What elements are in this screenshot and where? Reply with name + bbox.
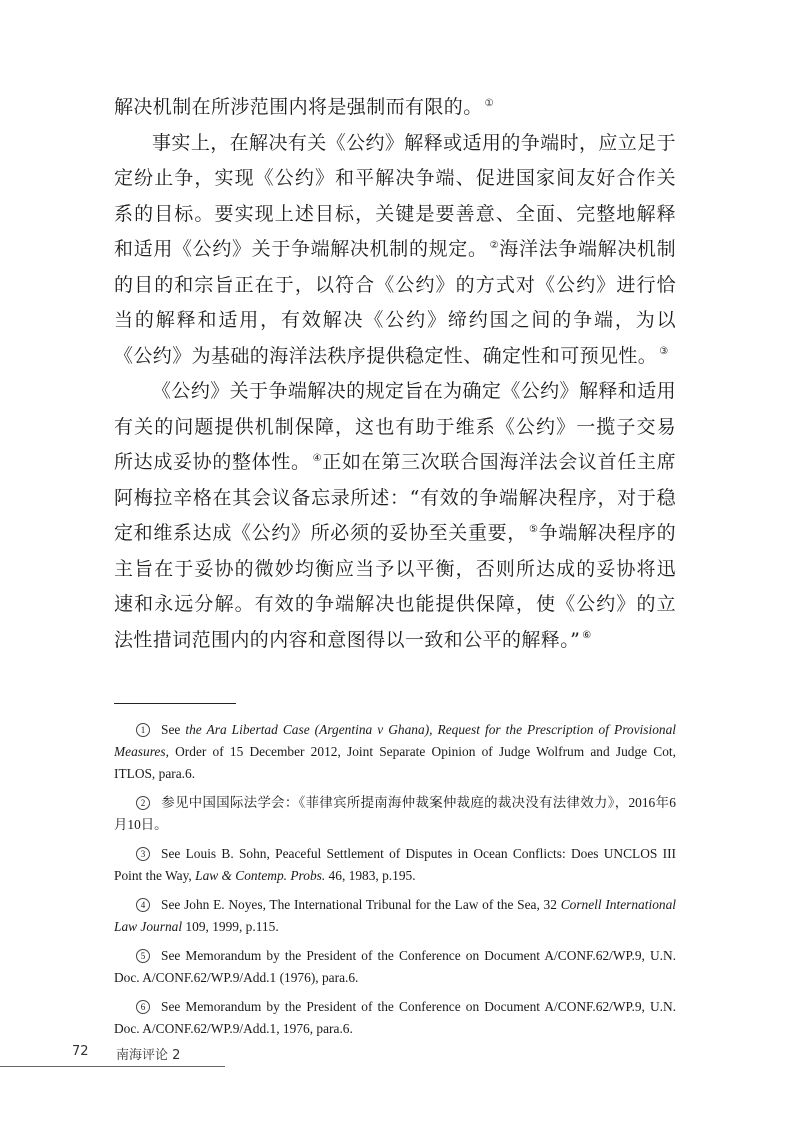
footnote-text: See bbox=[161, 722, 186, 737]
footnote-ref[interactable]: ③ bbox=[659, 346, 669, 358]
footnote-text: See John E. Noyes, The International Tribunal for the Law of the Sea, 32 bbox=[161, 897, 561, 912]
body-text bbox=[114, 90, 676, 658]
footnotes bbox=[114, 719, 676, 1047]
footnote-title: Law & Contemp. Probs. bbox=[195, 868, 326, 883]
paragraph-text: 《公约》关于争端解决的规定旨在为确定《公约》解释和适用有关的问题提供机制保障，这也有助于维系《公约》一揽子交易所达成妥协的整体性。 bbox=[114, 380, 676, 473]
footnote-ref[interactable]: ② bbox=[489, 239, 500, 251]
paragraph-text: 海洋法争端解决机制的目的和宗旨正在于，以符合《公约》的方式对《公约》进行恰当的解释和适用，有效解决《公约》缔约国之间的争端，为以《公约》为基础的海洋法秩序提供稳定性、确定性和可预见性。 bbox=[114, 238, 676, 367]
footnote bbox=[114, 996, 676, 1040]
paragraph bbox=[114, 374, 676, 658]
paragraph-text: 事实上，在解决有关《公约》解释或适用的争端时，应立足于定纷止争，实现《公约》和平解决争端、促进国家间友好合作关系的目标。要实现上述目标，关键是要善意、全面、完整地解释和适用《公约》关于争端解决机制的规定。 bbox=[114, 131, 676, 260]
footnote bbox=[114, 843, 676, 887]
footnote-ref[interactable]: ① bbox=[484, 97, 494, 109]
paragraph-text: 正如在第三次联合国海洋法会议首任主席阿梅拉辛格在其会议备忘录所述：“有效的争端解决程序，对于稳定和维系达成《公约》所必须的妥协至关重要， bbox=[114, 451, 676, 544]
page-footer bbox=[0, 1040, 225, 1067]
footnote bbox=[114, 894, 676, 938]
footnote-marker: 1 bbox=[136, 723, 150, 737]
footnote-text: See Louis B. Sohn, Peaceful Settlement of Disputes in Ocean Conflicts: Does UNCLOS III Point the Way, bbox=[114, 846, 676, 883]
footnote-marker: 2 bbox=[136, 796, 150, 810]
footnote-marker: 3 bbox=[136, 847, 150, 861]
footnote-text: 46, 1983, p.195. bbox=[325, 868, 416, 883]
footnote-title: Cornell International Law Journal bbox=[114, 897, 677, 934]
footnote-ref[interactable]: ⑤ bbox=[528, 523, 539, 535]
journal-title: 南海评论 2 bbox=[116, 1048, 181, 1063]
footnote-text: , Order of 15 December 2012, Joint Separate Opinion of Judge Wolfrum and Judge Cot, ITLOS, para.6. bbox=[114, 744, 676, 781]
footnote-ref[interactable]: ④ bbox=[312, 452, 323, 464]
footnote bbox=[114, 792, 676, 836]
footnote-text: See Memorandum by the President of the Conference on Document A/CONF.62/WP.9, U.N. Doc. A/CONF.62/WP.9/Add.1 (1976), para.6. bbox=[114, 948, 676, 985]
footnote-text: 参见中国国际法学会：《菲律宾所提南海仲裁案仲裁庭的裁决没有法律效力》，2016年6月10日。 bbox=[114, 795, 676, 832]
footnote-text: See Memorandum by the President of the Conference on Document A/CONF.62/WP.9, U.N. Doc. A/CONF.62/WP.9/Add.1, 1976, para.6. bbox=[114, 999, 676, 1036]
footnote-ref[interactable]: ⑥ bbox=[582, 630, 592, 642]
paragraph-text: 争端解决程序的主旨在于妥协的微妙均衡应当予以平衡，否则所达成的妥协将迅速和永远分解。有效的争端解决也能提供保障，使《公约》的立法性措词范围内的内容和意图得以一致和公平的解释。” bbox=[114, 522, 676, 651]
footnote-title: the Ara Libertad Case (Argentina v Ghana), Request for the Prescription of Provisional Measures bbox=[114, 722, 677, 759]
footnote-marker: 5 bbox=[136, 949, 150, 963]
paragraph-text: 解决机制在所涉范围内将是强制而有限的。 bbox=[114, 96, 483, 118]
footnote bbox=[114, 945, 676, 989]
footnote-text: 109, 1999, p.115. bbox=[182, 919, 279, 934]
paragraph bbox=[114, 126, 676, 375]
footnote-marker: 4 bbox=[136, 898, 150, 912]
footnote-marker: 6 bbox=[136, 1000, 150, 1014]
footnote-divider bbox=[114, 703, 236, 704]
paragraph-continued bbox=[114, 90, 676, 126]
footnote bbox=[114, 719, 676, 785]
page-number: 72 bbox=[72, 1044, 89, 1059]
